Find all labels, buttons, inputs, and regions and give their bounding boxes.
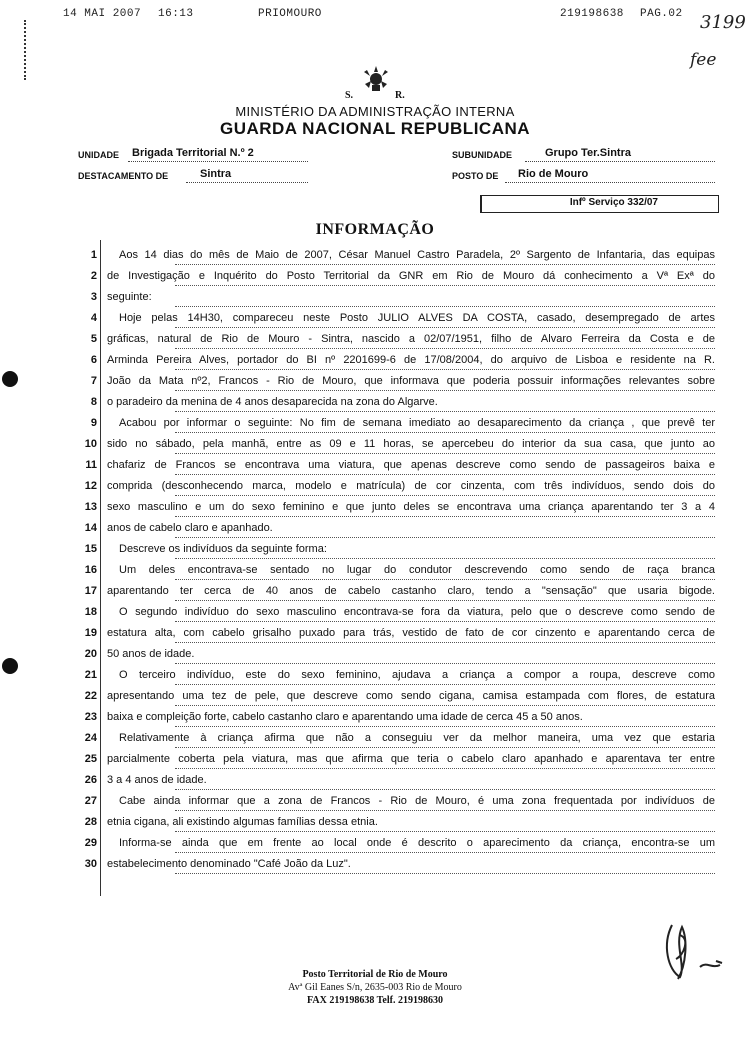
report-line [75, 285, 715, 306]
line-number: 17 [84, 585, 97, 597]
line-text: O terceiro indivíduo, este do sexo feminino, ajudava a criança a compor a roupa, descreve como [119, 669, 715, 681]
line-number: 20 [84, 648, 97, 660]
unidade-underline [128, 161, 308, 162]
report-line [75, 789, 715, 810]
line-text: O segundo indivíduo do sexo masculino encontrava-se fora da viatura, pelo que o descreve como sendo de [119, 606, 715, 618]
line-text: Aos 14 dias do mês de Maio de 2007, César Manuel Castro Paradela, 2º Sargento de Infantaria, das equipas [119, 249, 715, 261]
line-text: baixa e compleição forte, cabelo castanho claro e aparentando uma idade de cerca 45 a 50 anos. [107, 711, 583, 723]
fax-sender: PRIOMOURO [258, 8, 322, 20]
report-line [75, 768, 715, 789]
line-number: 6 [90, 354, 97, 366]
report-line [75, 390, 715, 411]
line-number: 2 [90, 270, 97, 282]
line-text: Relativamente à criança afirma que não a conseguiu ver da melhor maneira, uma vez que estaria [119, 732, 715, 744]
line-number: 26 [84, 774, 97, 786]
fax-time: 16:13 [158, 8, 194, 20]
line-text: de Investigação e Inquérito do Posto Territorial da GNR em Rio de Mouro dá conhecimento a Vª Exª do [107, 270, 715, 282]
fax-date: 14 MAI 2007 [63, 8, 142, 20]
line-number: 29 [84, 837, 97, 849]
punch-hole-bottom [2, 658, 18, 674]
line-number: 8 [90, 396, 97, 408]
ministry-name: MINISTÉRIO DA ADMINISTRAÇÃO INTERNA [235, 104, 515, 119]
fax-number: 219198638 [560, 8, 624, 20]
report-line [75, 516, 715, 537]
report-line [75, 663, 715, 684]
report-line [75, 411, 715, 432]
report-line [75, 327, 715, 348]
line-text: sexo masculino e um do sexo feminino e que junto deles se encontrava uma criança aparentando ter 3 a 4 [107, 501, 715, 513]
destacamento-value: Sintra [200, 168, 232, 180]
report-line [75, 243, 715, 264]
report-line [75, 747, 715, 768]
line-text: Cabe ainda informar que a zona de Francos - Rio de Mouro, é uma zona frequentada por indivíduos de [119, 795, 715, 807]
gnr-emblem-icon [361, 66, 391, 92]
report-line [75, 348, 715, 369]
line-text: Hoje pelas 14H30, compareceu neste Posto JULIO ALVES DA COSTA, casado, desempregado de artes [119, 312, 715, 324]
report-line [75, 432, 715, 453]
line-text: Descreve os indivíduos da seguinte forma: [119, 543, 327, 555]
report-line [75, 810, 715, 831]
unidade-label: UNIDADE [78, 150, 120, 160]
line-text: aparentando ter cerca de 40 anos de cabelo castanho claro, tendo a "sensação" que usaria bigode. [107, 585, 715, 597]
report-line [75, 369, 715, 390]
line-text: comprida (desconhecendo marca, modelo e matrícula) de cor cinzenta, com três indivíduos, sendo dois do [107, 480, 715, 492]
footer-post: Posto Territorial de Rio de Mouro [302, 969, 448, 980]
punch-hole-top [2, 371, 18, 387]
line-number: 13 [84, 501, 97, 513]
line-text: chafariz de Francos se encontrava uma viatura, que apenas descreve como sendo de passageiros baixa e [107, 459, 715, 471]
report-line [75, 684, 715, 705]
line-text: estabelecimento denominado "Café João da Luz". [107, 858, 351, 870]
handwritten-folio: 3199 [700, 12, 746, 33]
line-text: 50 anos de idade. [107, 648, 195, 660]
line-number: 5 [90, 333, 97, 345]
line-text: gráficas, natural de Rio de Mouro - Sintra, nascido a 02/07/1951, filho de Alvaro Ferreira da Costa e de [107, 333, 715, 345]
subunidade-underline [525, 161, 715, 162]
report-line [75, 537, 715, 558]
line-number: 1 [90, 249, 97, 261]
report-line [75, 621, 715, 642]
footer-address: Avª Gil Eanes S/n, 2635-003 Rio de Mouro [288, 982, 462, 993]
line-text: João da Mata nº2, Francos - Rio de Mouro, que informava que poderia possuir informações relevantes sobre [107, 375, 715, 387]
line-number: 14 [84, 522, 97, 534]
report-line [75, 705, 715, 726]
report-line [75, 453, 715, 474]
line-text: Informa-se ainda que em frente ao local onde é descrito o aparecimento da criança, encontra-se um [119, 837, 715, 849]
line-text: seguinte: [107, 291, 152, 303]
line-text: apresentando uma tez de pele, que descreve como sendo cigana, camisa estampada com flores, de estatura [107, 690, 715, 702]
emblem-letter-s: S. [345, 90, 354, 101]
line-number: 28 [84, 816, 97, 828]
line-number: 30 [84, 858, 97, 870]
reference-box [480, 195, 719, 213]
report-line [75, 306, 715, 327]
line-number: 11 [85, 459, 97, 471]
line-number: 9 [90, 417, 97, 429]
line-number: 25 [84, 753, 97, 765]
destacamento-underline [186, 182, 308, 183]
line-text: 3 a 4 anos de idade. [107, 774, 207, 786]
document-title: INFORMAÇÃO [315, 221, 435, 238]
line-number: 24 [84, 732, 97, 744]
line-number: 12 [84, 480, 97, 492]
report-line [75, 642, 715, 663]
report-line [75, 831, 715, 852]
report-line [75, 264, 715, 285]
reference-number: Infº Serviço 332/07 [569, 197, 658, 208]
line-number: 16 [84, 564, 97, 576]
subunidade-value: Grupo Ter.Sintra [545, 147, 631, 159]
unidade-value: Brigada Territorial N.º 2 [132, 147, 254, 159]
margin-marks [24, 20, 30, 80]
line-text: Acabou por informar o seguinte: No fim de semana imediato ao desaparecimento da criança , que prevê ter [119, 417, 715, 429]
handwritten-initials: fee [690, 50, 717, 70]
line-text: Um deles encontrava-se sentado no lugar do condutor descrevendo como sendo de raça branca [119, 564, 715, 576]
report-line [75, 495, 715, 516]
line-text: etnia cigana, ali existindo algumas famílias dessa etnia. [107, 816, 378, 828]
subunidade-label: SUBUNIDADE [452, 150, 513, 160]
report-line [75, 852, 715, 873]
line-number: 4 [90, 312, 97, 324]
line-text: estatura alta, com cabelo grisalho puxado para trás, vestido de fato de cor cinzento e aparentando cerca de [107, 627, 715, 639]
line-text: o paradeiro da menina de 4 anos desaparecida na zona do Algarve. [107, 396, 438, 408]
line-number: 3 [90, 291, 97, 303]
report-line [75, 726, 715, 747]
line-number: 22 [84, 690, 97, 702]
organization-name: GUARDA NACIONAL REPUBLICANA [219, 119, 531, 138]
line-number: 23 [84, 711, 97, 723]
line-text: sido no sábado, pela manhã, entre as 09 e 11 horas, se apercebeu do interior da sua casa, que junto ao [107, 438, 715, 450]
report-line [75, 558, 715, 579]
footer-contacts: FAX 219198638 Telf. 219198630 [307, 995, 443, 1006]
line-number: 27 [84, 795, 97, 807]
posto-label: POSTO DE [452, 171, 499, 181]
line-number: 19 [84, 627, 97, 639]
report-line [75, 600, 715, 621]
report-line [75, 474, 715, 495]
line-number: 15 [84, 543, 97, 555]
fax-page: PAG.02 [640, 8, 683, 20]
report-line [75, 579, 715, 600]
line-text: parcialmente coberta pela viatura, mas que afirma que teria o cabelo claro apanhado e aparentava ter entre [107, 753, 715, 765]
line-rule [175, 873, 715, 874]
line-number: 18 [84, 606, 97, 618]
posto-value: Rio de Mouro [518, 168, 589, 180]
line-text: Arminda Pereira Alves, portador do BI nº 2201699-6 de 17/08/2004, do arquivo de Lisboa e residente na R. [107, 354, 715, 366]
destacamento-label: DESTACAMENTO DE [78, 171, 169, 181]
posto-underline [505, 182, 715, 183]
line-number: 7 [90, 375, 97, 387]
line-number: 21 [84, 669, 97, 681]
line-text: anos de cabelo claro e apanhado. [107, 522, 273, 534]
line-number: 10 [84, 438, 97, 450]
emblem-letter-r: R. [395, 90, 405, 101]
